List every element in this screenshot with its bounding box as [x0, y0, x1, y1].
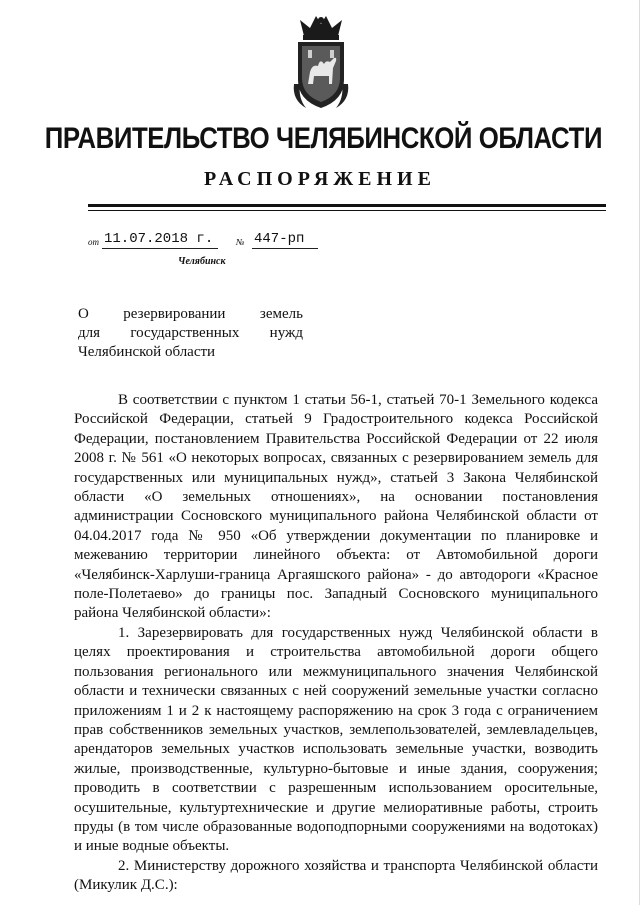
date-label: от — [88, 237, 99, 247]
document-body — [74, 391, 598, 896]
header-divider-thin — [88, 210, 606, 211]
preamble-paragraph: В соответствии с пунктом 1 статьи 56-1, статьей 70-1 Земельного кодекса Российской Федерации, статьей 9 Градостроительного кодекса Российской Федерации, постановлением Правительства Российской Федерации от 22 июля 2008 г. № 561 «О некоторых вопросах, связанных с резервированием земель для государственных или муниципальных нужд», статьей 3 Закона Челябинской области «О земельных отношениях», на основании постановления администрации Сосновского муниципального района Челябинской области от 04.04.2017 года № 950 «Об утверждении документации по планировке и межеванию территории линейного объекта: от Автомобильной дороги «Челябинск-Харлуши-граница Аргаяшского района» - до автодороги «Красное поле-Полетаево» до границы пос. Западный Сосновского муниципального района Челябинской области»: — [74, 392, 598, 622]
number-value: 447-рп — [252, 230, 318, 249]
subject-line: Челябинской области — [78, 344, 216, 360]
city-label: Челябинск — [178, 256, 226, 267]
coat-of-arms-emblem — [290, 14, 352, 112]
date-number-row — [88, 230, 388, 254]
date-value: 11.07.2018 г. — [102, 230, 218, 249]
subject-line: для государственных нужд — [78, 325, 303, 341]
header-divider-thick — [88, 204, 606, 207]
item-1-paragraph: 1. Зарезервировать для государственных нужд Челябинской области в целях проектирования и строительства автомобильной дороги общего пользования регионального или межмуниципального значения Челябинской области и технически связанных с ней сооружений земельные участки согласно приложениям 1 и 2 к настоящему распоряжению на срок 3 года с ограничением прав собственников земельных участков, землепользователей, землевладельцев, арендаторов земельных участков использовать земельные участки, возводить жилые, производственные, культурно-бытовые и иные здания, сооружения; проводить в соответствии с разрешенным использованием оросительные, осушительные, культуртехнические и другие мелиоративные работы, строить пруды (в том числе образованные водоподпорными сооружениями на водотоках) и иные водные объекты. — [74, 624, 598, 855]
item-2-paragraph: 2. Министерству дорожного хозяйства и транспорта Челябинской области (Микулик Д.С.): — [74, 857, 598, 894]
government-title: ПРАВИТЕЛЬСТВО ЧЕЛЯБИНСКОЙ ОБЛАСТИ — [44, 122, 603, 155]
document-type-title: РАСПОРЯЖЕНИЕ — [204, 168, 436, 190]
number-label: № — [236, 237, 245, 247]
subject-line: О резервировании земель — [78, 306, 303, 322]
document-subject — [78, 305, 303, 362]
